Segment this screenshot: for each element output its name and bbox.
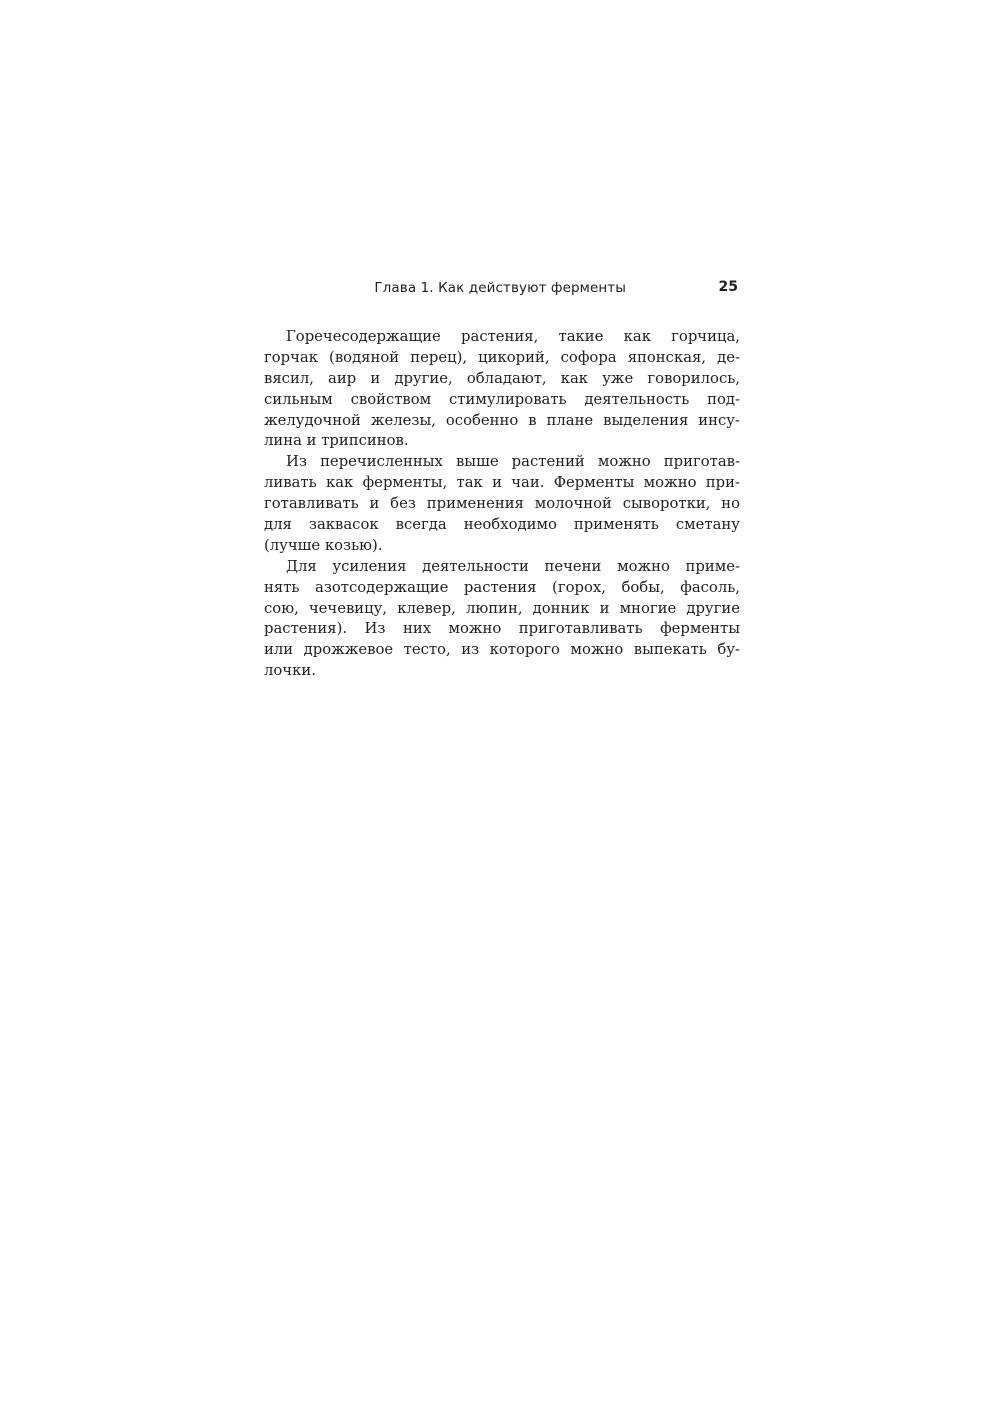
text-line: вясил, аир и другие, обладают, как уже говорилось, — [264, 369, 740, 387]
body-text — [264, 327, 740, 682]
text-line: лочки. — [264, 662, 316, 680]
text-line: (лучше козью). — [264, 536, 383, 554]
text-line: ливать как ферменты, так и чаи. Ферменты можно при- — [264, 474, 740, 492]
running-header — [264, 280, 740, 300]
chapter-title: Глава 1. Как действуют ферменты — [374, 280, 626, 296]
text-line: сою, чечевицу, клевер, люпин, донник и многие другие — [264, 599, 740, 617]
text-line: для заквасок всегда необходимо применять сметану — [264, 516, 740, 534]
paragraph — [264, 557, 740, 682]
paragraph — [264, 327, 740, 452]
page-number: 25 — [718, 279, 738, 295]
text-line: растения). Из них можно приготавливать ферменты — [264, 620, 740, 638]
text-line: готавливать и без применения молочной сыворотки, но — [264, 495, 740, 513]
text-line: Горечесодержащие растения, такие как горчица, — [286, 328, 740, 345]
text-line: нять азотсодержащие растения (горох, бобы, фасоль, — [264, 578, 740, 596]
text-line: желудочной железы, особенно в плане выделения инсу- — [264, 411, 740, 429]
text-line: сильным свойством стимулировать деятельность под- — [264, 390, 740, 408]
text-line: лина и трипсинов. — [264, 432, 409, 450]
text-line: Для усиления деятельности печени можно приме- — [286, 557, 740, 575]
text-line: Из перечисленных выше растений можно приготав- — [286, 453, 740, 471]
paragraph — [264, 452, 740, 556]
text-line: горчак (водяной перец), цикорий, софора японская, де- — [264, 348, 740, 366]
text-line: или дрожжевое тесто, из которого можно выпекать бу- — [264, 641, 740, 659]
